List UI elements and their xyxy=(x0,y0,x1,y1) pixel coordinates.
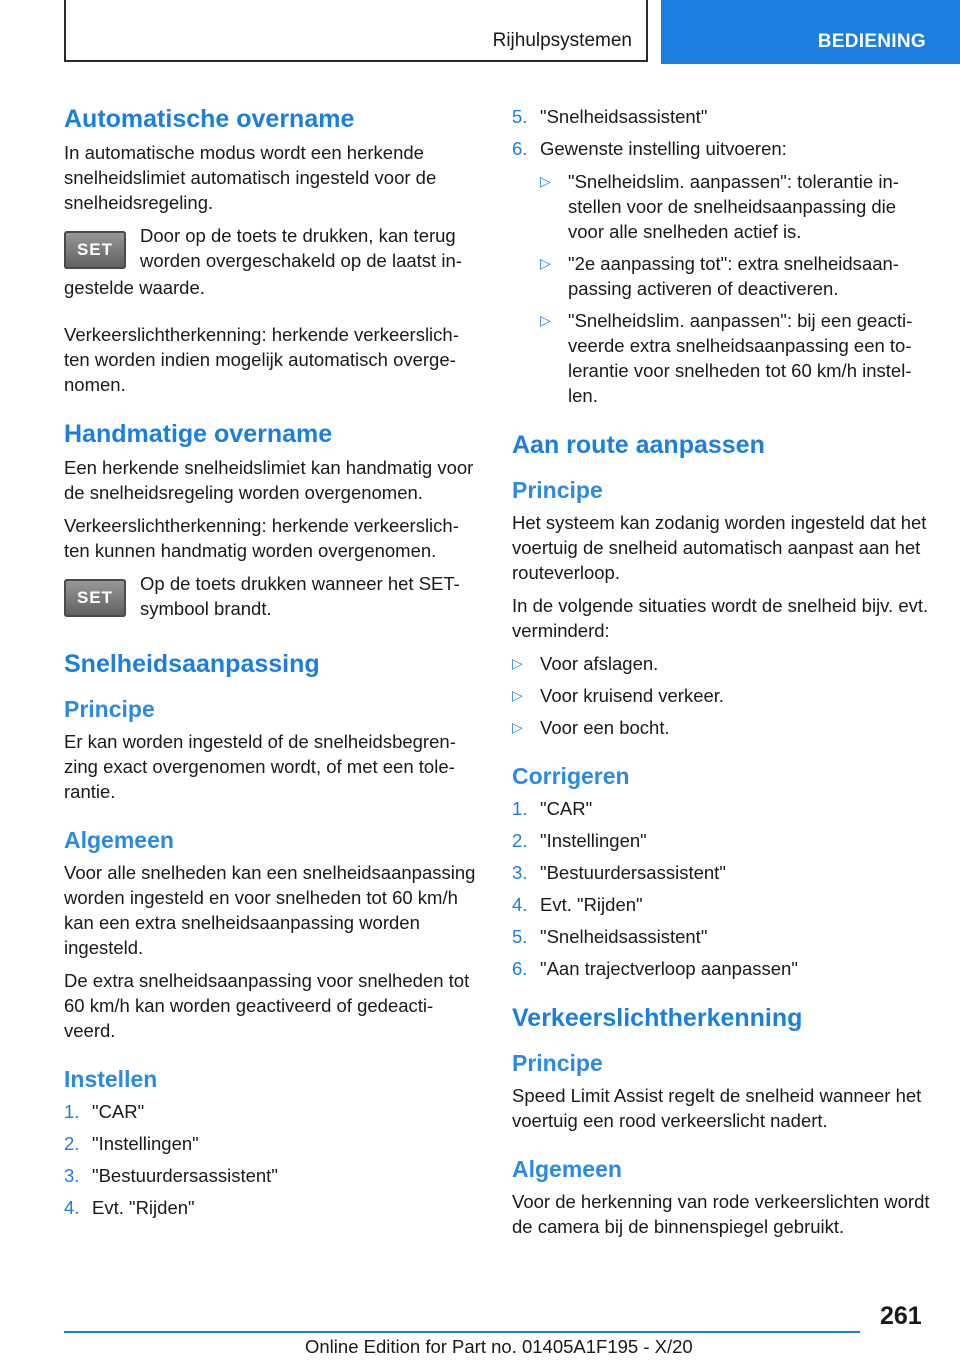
route-situations xyxy=(512,651,930,740)
correct-steps xyxy=(512,796,930,981)
page-number: 261 xyxy=(880,1302,922,1330)
right-column xyxy=(512,104,930,1247)
list-item: ▷ Voor een bocht. xyxy=(512,717,670,738)
heading-manual-takeover: Handmatige overname xyxy=(64,420,333,448)
paragraph: Een herkende snelheidslimiet kan handmatig voor de snelheidsregeling worden overgenomen. xyxy=(64,457,474,503)
section-title: Rijhulpsystemen xyxy=(492,30,632,51)
heading-automatic-takeover: Automatische overname xyxy=(64,105,355,133)
list-item: 1. "CAR" xyxy=(512,798,593,819)
heading-speed-adjustment: Snelheidsaanpassing xyxy=(64,650,320,678)
page-header xyxy=(64,0,960,64)
list-item: ▷ "Snelheidslim. aanpassen": bij een geactiveerde extra snelheidsaanpassing een tolerantie voor snelheden tot 60 km/h instellen. xyxy=(540,310,913,406)
triangle-bullet-icon: ▷ xyxy=(512,687,523,703)
heading-traffic-light-recognition: Verkeerslichtherkenning xyxy=(512,1004,803,1032)
list-item: 6. Gewenste instelling uitvoeren: xyxy=(512,138,787,159)
heading-general: Algemeen xyxy=(64,827,174,853)
paragraph: Verkeerslichtherkenning: herkende verkeerslichten worden indien mogelijk automatisch overgenomen. xyxy=(64,324,459,395)
paragraph: Het systeem kan zodanig worden ingesteld dat het voertuig de snelheid automatisch aanpast aan het routeverloop. xyxy=(512,512,927,583)
heading-principle: Principe xyxy=(512,1050,603,1076)
list-item: ▷ "2e aanpassing tot": extra snelheidsaanpassing activeren of deactiveren. xyxy=(540,253,899,299)
paragraph: Op de toets drukken wanneer het SET-symbool brandt. xyxy=(140,573,460,619)
list-item: 5. "Snelheidsassistent" xyxy=(512,926,708,947)
triangle-bullet-icon: ▷ xyxy=(512,719,523,735)
heading-correct: Corrigeren xyxy=(512,763,630,789)
paragraph: In de volgende situaties wordt de snelheid bijv. evt. verminderd: xyxy=(512,595,929,641)
paragraph: Voor de herkenning van rode verkeerslichten wordt de camera bij de binnenspiegel gebruikt. xyxy=(512,1191,930,1237)
set-button-icon: SET xyxy=(64,231,126,269)
chapter-title: BEDIENING xyxy=(817,31,926,52)
list-item: ▷ "Snelheidslim. aanpassen": tolerantie instellen voor de snelheidsaanpassing die voor alle snelheden actief is. xyxy=(540,171,899,242)
paragraph: Door op de toets te drukken, kan terug worden overgeschakeld op de laatst in- xyxy=(140,225,462,271)
settings-steps-continued xyxy=(512,104,930,161)
triangle-bullet-icon: ▷ xyxy=(540,173,551,189)
triangle-bullet-icon: ▷ xyxy=(540,255,551,271)
list-item: 4. Evt. "Rijden" xyxy=(64,1197,195,1218)
heading-settings: Instellen xyxy=(64,1066,158,1092)
list-item: 3. "Bestuurdersassistent" xyxy=(64,1165,278,1186)
triangle-bullet-icon: ▷ xyxy=(512,655,523,671)
list-item: ▷ Voor afslagen. xyxy=(512,653,659,674)
list-item: 1. "CAR" xyxy=(64,1101,145,1122)
edition-note: Online Edition for Part no. 01405A1F195 - X/20 xyxy=(305,1336,693,1357)
paragraph: Verkeerslichtherkenning: herkende verkeerslichten kunnen handmatig worden overgenomen. xyxy=(64,515,459,561)
footer-divider xyxy=(64,1331,860,1333)
heading-general: Algemeen xyxy=(512,1156,622,1182)
list-item: 5. "Snelheidsassistent" xyxy=(512,106,708,127)
list-item: 2. "Instellingen" xyxy=(64,1133,199,1154)
heading-principle: Principe xyxy=(512,477,603,503)
set-instruction xyxy=(64,223,478,273)
list-item: 4. Evt. "Rijden" xyxy=(512,894,643,915)
section-tab xyxy=(64,0,648,62)
set-button-icon: SET xyxy=(64,579,126,617)
paragraph: Voor alle snelheden kan een snelheidsaanpassing worden ingesteld en voor snelheden tot 60 km/h kan een extra snelheidsaanpassing worden ingesteld. xyxy=(64,862,476,958)
paragraph: gestelde waarde. xyxy=(64,277,205,298)
paragraph: Er kan worden ingesteld of de snelheidsbegrenzing exact overgenomen wordt, of met een tolerantie. xyxy=(64,731,456,802)
chapter-tab xyxy=(661,0,960,64)
set-instruction xyxy=(64,571,478,621)
heading-route-adjust: Aan route aanpassen xyxy=(512,431,765,459)
heading-principle: Principe xyxy=(64,696,155,722)
list-item: 3. "Bestuurdersassistent" xyxy=(512,862,726,883)
paragraph: De extra snelheidsaanpassing voor snelheden tot 60 km/h kan worden geactiveerd of gedeactiveerd. xyxy=(64,970,470,1041)
list-item: 6. "Aan trajectverloop aanpassen" xyxy=(512,958,798,979)
left-column xyxy=(64,104,478,1228)
triangle-bullet-icon: ▷ xyxy=(540,312,551,328)
paragraph: In automatische modus wordt een herkende snelheidslimiet automatisch ingesteld voor de snelheidsregeling. xyxy=(64,142,437,213)
sub-options xyxy=(540,169,930,408)
settings-steps xyxy=(64,1099,478,1220)
list-item: 2. "Instellingen" xyxy=(512,830,647,851)
paragraph: Speed Limit Assist regelt de snelheid wanneer het voertuig een rood verkeerslicht nadert. xyxy=(512,1085,922,1131)
list-item: ▷ Voor kruisend verkeer. xyxy=(512,685,725,706)
